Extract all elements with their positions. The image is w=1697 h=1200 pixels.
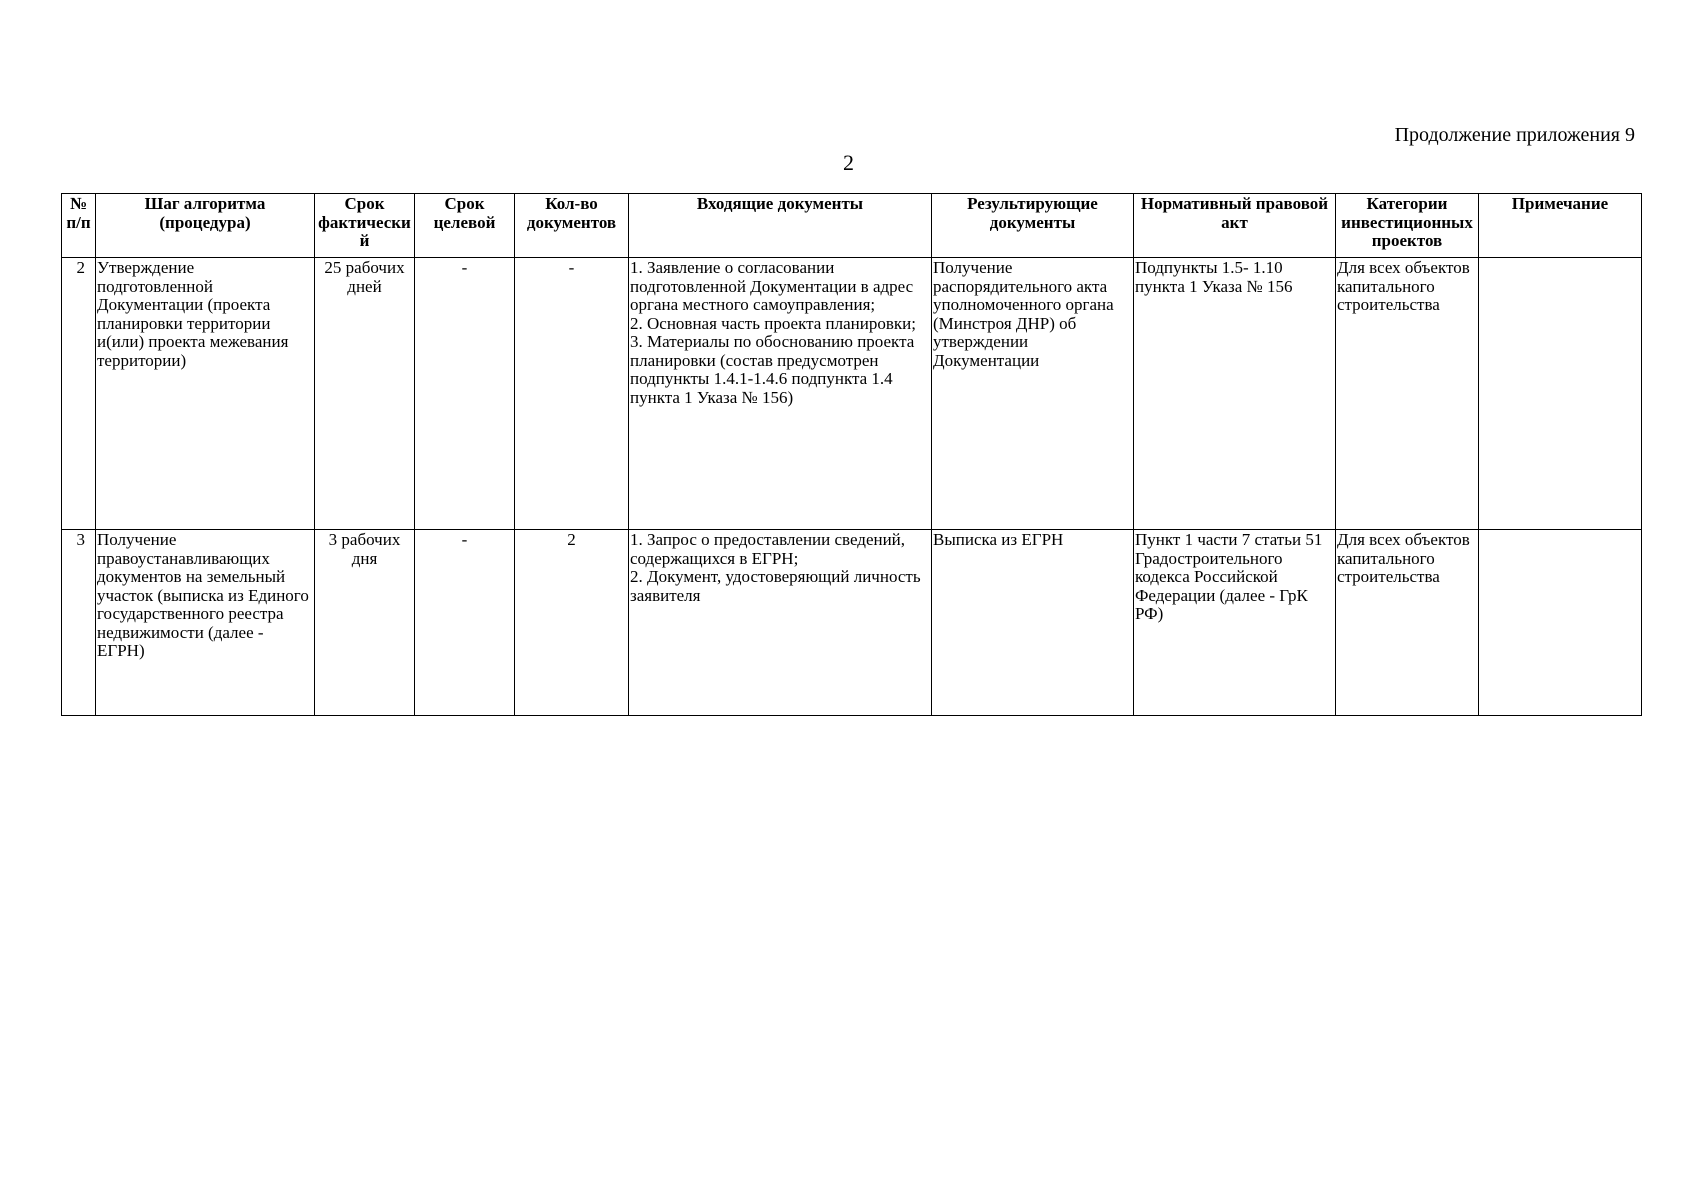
- cell-actual-term: 25 рабочих дней: [315, 258, 415, 530]
- cell-number: 3: [62, 530, 96, 716]
- cell-number: 2: [62, 258, 96, 530]
- column-header-incoming-docs: Входящие документы: [629, 194, 932, 258]
- table-row: [62, 258, 1642, 530]
- table-header-row: [62, 194, 1642, 258]
- cell-incoming-docs: [629, 530, 932, 716]
- cell-category: Для всех объектов капитального строительства: [1336, 258, 1479, 530]
- algorithm-table: [61, 193, 1642, 716]
- column-header-result-docs: Результирующие документы: [932, 194, 1134, 258]
- cell-step: Получение правоустанавливающих документов на земельный участок (выписка из Единого государственного реестра недвижимости (далее - ЕГРН): [96, 530, 315, 716]
- cell-result-docs: Получение распорядительного акта уполномоченного органа (Минстроя ДНР) об утверждении Документации: [932, 258, 1134, 530]
- incoming-doc-item: 1. Заявление о согласовании подготовленной Документации в адрес органа местного самоуправления;: [630, 258, 914, 314]
- cell-result-docs: Выписка из ЕГРН: [932, 530, 1134, 716]
- cell-target-term: -: [415, 530, 515, 716]
- cell-target-term: -: [415, 258, 515, 530]
- column-header-doc-count: Кол-во документов: [515, 194, 629, 258]
- incoming-doc-item: 1. Запрос о предоставлении сведений, содержащихся в ЕГРН;: [630, 530, 906, 568]
- cell-note: [1479, 258, 1642, 530]
- incoming-doc-item: 2. Документ, удостоверяющий личность заявителя: [630, 567, 921, 605]
- column-header-number: № п/п: [62, 194, 96, 258]
- column-header-step: Шаг алгоритма (процедура): [96, 194, 315, 258]
- cell-legal-act: Подпункты 1.5- 1.10 пункта 1 Указа № 156: [1134, 258, 1336, 530]
- incoming-doc-item: 3. Материалы по обоснованию проекта планировки (состав предусмотрен подпункты 1.4.1-1.4.6 подпункта 1.4 пункта 1 Указа № 156): [630, 332, 915, 407]
- incoming-doc-item: 2. Основная часть проекта планировки;: [630, 313, 916, 333]
- column-header-actual-term: Срок фактический: [315, 194, 415, 258]
- table-row: [62, 530, 1642, 716]
- cell-doc-count: -: [515, 258, 629, 530]
- column-header-target-term: Срок целевой: [415, 194, 515, 258]
- cell-actual-term: 3 рабочих дня: [315, 530, 415, 716]
- cell-legal-act: Пункт 1 части 7 статьи 51 Градостроительного кодекса Российской Федерации (далее - ГрК РФ): [1134, 530, 1336, 716]
- column-header-legal-act: Нормативный правовой акт: [1134, 194, 1336, 258]
- cell-step: Утверждение подготовленной Документации (проекта планировки территории и(или) проекта межевания территории): [96, 258, 315, 530]
- cell-doc-count: 2: [515, 530, 629, 716]
- cell-category: Для всех объектов капитального строительства: [1336, 530, 1479, 716]
- cell-note: [1479, 530, 1642, 716]
- cell-incoming-docs: [629, 258, 932, 530]
- page-number: 2: [843, 150, 854, 175]
- column-header-note: Примечание: [1479, 194, 1642, 258]
- appendix-note: Продолжение приложения 9: [1394, 124, 1635, 146]
- column-header-category: Категории инвестиционных проектов: [1336, 194, 1479, 258]
